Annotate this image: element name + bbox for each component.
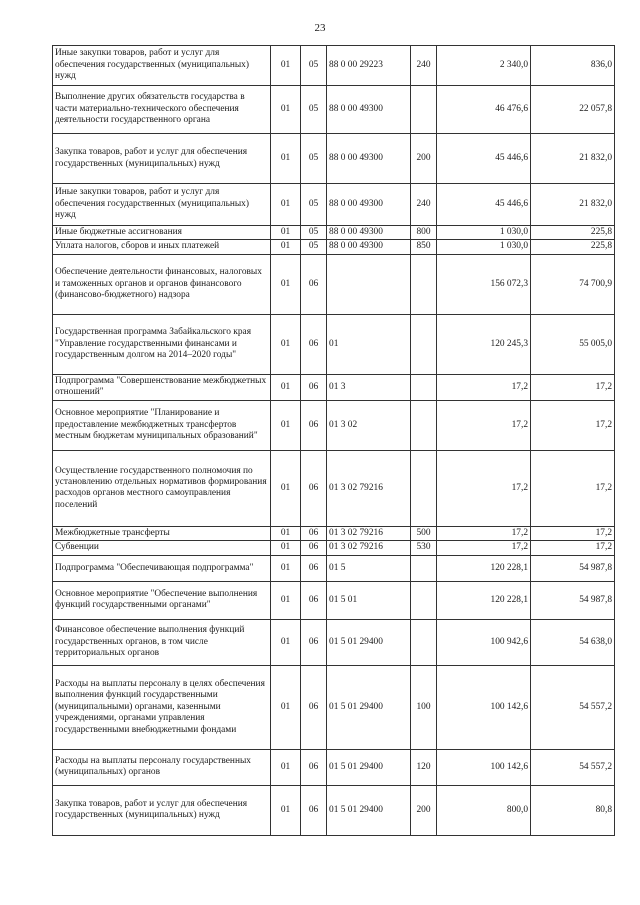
row-amount-actual-cell: 17,2: [531, 526, 615, 540]
row-section-cell: 01: [271, 314, 301, 374]
table-row: [53, 526, 615, 540]
row-amount-actual-cell: 54 987,8: [531, 555, 615, 581]
row-target-article-cell: 88 0 00 49300: [327, 226, 411, 240]
row-target-article-cell: 01 3 02 79216: [327, 526, 411, 540]
row-subsection-cell: 06: [301, 665, 327, 749]
table-row: [53, 86, 615, 134]
row-amount-actual-cell: 225,8: [531, 226, 615, 240]
row-amount-actual-cell: 54 557,2: [531, 665, 615, 749]
row-name-cell: Основное мероприятие "Планирование и предоставление межбюджетных трансфертов местным бюджетам муниципальных образований": [53, 400, 271, 450]
row-amount-plan-cell: 100 942,6: [437, 619, 531, 665]
row-expense-type-cell: [411, 400, 437, 450]
row-target-article-cell: 01 5 01 29400: [327, 785, 411, 835]
row-name-cell: Уплата налогов, сборов и иных платежей: [53, 240, 271, 254]
row-amount-actual-cell: 17,2: [531, 541, 615, 555]
row-expense-type-cell: [411, 86, 437, 134]
row-target-article-cell: 01 3: [327, 374, 411, 400]
row-target-article-cell: 01 5 01 29400: [327, 749, 411, 785]
row-expense-type-cell: [411, 619, 437, 665]
row-expense-type-cell: 240: [411, 184, 437, 226]
row-expense-type-cell: [411, 581, 437, 619]
table-row: [53, 450, 615, 526]
row-section-cell: 01: [271, 785, 301, 835]
row-expense-type-cell: [411, 555, 437, 581]
row-amount-plan-cell: 1 030,0: [437, 226, 531, 240]
row-target-article-cell: 01 5: [327, 555, 411, 581]
row-section-cell: 01: [271, 240, 301, 254]
row-amount-plan-cell: 1 030,0: [437, 240, 531, 254]
row-expense-type-cell: 240: [411, 46, 437, 86]
row-section-cell: 01: [271, 665, 301, 749]
row-target-article-cell: 88 0 00 49300: [327, 184, 411, 226]
row-amount-plan-cell: 46 476,6: [437, 86, 531, 134]
table-row: [53, 226, 615, 240]
row-subsection-cell: 06: [301, 450, 327, 526]
row-target-article-cell: [327, 254, 411, 314]
row-amount-plan-cell: 156 072,3: [437, 254, 531, 314]
page-number: 23: [314, 22, 326, 34]
row-amount-plan-cell: 17,2: [437, 450, 531, 526]
row-name-cell: Закупка товаров, работ и услуг для обеспечения государственных (муниципальных) нужд: [53, 785, 271, 835]
table-row: [53, 46, 615, 86]
row-section-cell: 01: [271, 541, 301, 555]
row-subsection-cell: 06: [301, 374, 327, 400]
row-amount-plan-cell: 45 446,6: [437, 134, 531, 184]
row-amount-actual-cell: 54 987,8: [531, 581, 615, 619]
row-target-article-cell: 88 0 00 29223: [327, 46, 411, 86]
row-subsection-cell: 06: [301, 254, 327, 314]
row-subsection-cell: 06: [301, 541, 327, 555]
row-amount-actual-cell: 17,2: [531, 400, 615, 450]
row-section-cell: 01: [271, 555, 301, 581]
row-amount-actual-cell: 17,2: [531, 450, 615, 526]
row-expense-type-cell: 200: [411, 785, 437, 835]
table-row: [53, 541, 615, 555]
row-amount-actual-cell: 225,8: [531, 240, 615, 254]
row-section-cell: 01: [271, 400, 301, 450]
row-amount-actual-cell: 54 557,2: [531, 749, 615, 785]
row-expense-type-cell: 200: [411, 134, 437, 184]
row-amount-plan-cell: 100 142,6: [437, 749, 531, 785]
row-amount-actual-cell: 17,2: [531, 374, 615, 400]
row-section-cell: 01: [271, 184, 301, 226]
table-row: [53, 785, 615, 835]
row-name-cell: Иные бюджетные ассигнования: [53, 226, 271, 240]
row-amount-actual-cell: 54 638,0: [531, 619, 615, 665]
row-amount-plan-cell: 120 228,1: [437, 555, 531, 581]
row-name-cell: Субвенции: [53, 541, 271, 555]
row-amount-actual-cell: 21 832,0: [531, 134, 615, 184]
row-expense-type-cell: [411, 254, 437, 314]
row-amount-actual-cell: 55 005,0: [531, 314, 615, 374]
row-section-cell: 01: [271, 254, 301, 314]
row-amount-actual-cell: 80,8: [531, 785, 615, 835]
row-subsection-cell: 05: [301, 46, 327, 86]
table-row: [53, 314, 615, 374]
row-subsection-cell: 05: [301, 240, 327, 254]
row-subsection-cell: 06: [301, 749, 327, 785]
row-subsection-cell: 06: [301, 314, 327, 374]
row-subsection-cell: 06: [301, 785, 327, 835]
row-expense-type-cell: 100: [411, 665, 437, 749]
budget-table-body: [53, 46, 615, 836]
row-target-article-cell: 01 3 02: [327, 400, 411, 450]
row-amount-plan-cell: 120 228,1: [437, 581, 531, 619]
row-subsection-cell: 05: [301, 226, 327, 240]
row-section-cell: 01: [271, 134, 301, 184]
table-row: [53, 134, 615, 184]
row-section-cell: 01: [271, 46, 301, 86]
row-name-cell: Подпрограмма "Совершенствование межбюджетных отношений": [53, 374, 271, 400]
row-expense-type-cell: [411, 314, 437, 374]
row-amount-plan-cell: 17,2: [437, 526, 531, 540]
row-subsection-cell: 06: [301, 581, 327, 619]
row-name-cell: Обеспечение деятельности финансовых, налоговых и таможенных органов и органов финансового (финансово-бюджетного) надзора: [53, 254, 271, 314]
row-target-article-cell: 01 3 02 79216: [327, 450, 411, 526]
row-section-cell: 01: [271, 226, 301, 240]
row-subsection-cell: 06: [301, 619, 327, 665]
row-name-cell: Закупка товаров, работ и услуг для обеспечения государственных (муниципальных) нужд: [53, 134, 271, 184]
row-target-article-cell: 01: [327, 314, 411, 374]
row-name-cell: Расходы на выплаты персоналу в целях обеспечения выполнения функций государственными (муниципальными) органами, казенными учреждениями, органами управления государственными внебюджетными фондами: [53, 665, 271, 749]
row-target-article-cell: 01 5 01: [327, 581, 411, 619]
row-amount-plan-cell: 17,2: [437, 374, 531, 400]
row-section-cell: 01: [271, 581, 301, 619]
table-row: [53, 555, 615, 581]
row-section-cell: 01: [271, 619, 301, 665]
table-row: [53, 240, 615, 254]
row-amount-plan-cell: 45 446,6: [437, 184, 531, 226]
row-section-cell: 01: [271, 374, 301, 400]
row-target-article-cell: 88 0 00 49300: [327, 240, 411, 254]
row-expense-type-cell: 500: [411, 526, 437, 540]
row-target-article-cell: 01 3 02 79216: [327, 541, 411, 555]
table-row: [53, 374, 615, 400]
row-expense-type-cell: 800: [411, 226, 437, 240]
row-amount-actual-cell: 836,0: [531, 46, 615, 86]
row-name-cell: Подпрограмма "Обеспечивающая подпрограмма": [53, 555, 271, 581]
row-subsection-cell: 05: [301, 134, 327, 184]
row-expense-type-cell: 850: [411, 240, 437, 254]
table-row: [53, 665, 615, 749]
row-target-article-cell: 88 0 00 49300: [327, 134, 411, 184]
row-section-cell: 01: [271, 86, 301, 134]
row-name-cell: Финансовое обеспечение выполнения функций государственных органов, в том числе территориальных органов: [53, 619, 271, 665]
row-section-cell: 01: [271, 526, 301, 540]
row-subsection-cell: 05: [301, 86, 327, 134]
row-subsection-cell: 06: [301, 555, 327, 581]
row-name-cell: Государственная программа Забайкальского края "Управление государственными финансами и государственным долгом на 2014–2020 годы": [53, 314, 271, 374]
row-expense-type-cell: 120: [411, 749, 437, 785]
row-name-cell: Межбюджетные трансферты: [53, 526, 271, 540]
row-expense-type-cell: 530: [411, 541, 437, 555]
budget-table: [52, 45, 615, 836]
row-amount-plan-cell: 100 142,6: [437, 665, 531, 749]
row-subsection-cell: 05: [301, 184, 327, 226]
row-amount-plan-cell: 800,0: [437, 785, 531, 835]
row-amount-plan-cell: 17,2: [437, 541, 531, 555]
row-subsection-cell: 06: [301, 526, 327, 540]
row-name-cell: Основное мероприятие "Обеспечение выполнения функций государственными органами": [53, 581, 271, 619]
row-name-cell: Иные закупки товаров, работ и услуг для обеспечения государственных (муниципальных) нужд: [53, 184, 271, 226]
row-expense-type-cell: [411, 374, 437, 400]
table-row: [53, 619, 615, 665]
table-row: [53, 581, 615, 619]
row-section-cell: 01: [271, 749, 301, 785]
row-amount-plan-cell: 2 340,0: [437, 46, 531, 86]
table-row: [53, 254, 615, 314]
row-target-article-cell: 88 0 00 49300: [327, 86, 411, 134]
row-target-article-cell: 01 5 01 29400: [327, 619, 411, 665]
row-name-cell: Расходы на выплаты персоналу государственных (муниципальных) органов: [53, 749, 271, 785]
table-row: [53, 400, 615, 450]
row-amount-plan-cell: 120 245,3: [437, 314, 531, 374]
row-name-cell: Осуществление государственного полномочия по установлению отдельных нормативов формирования расходов органов местного самоуправления поселений: [53, 450, 271, 526]
row-name-cell: Выполнение других обязательств государства в части материально-технического обеспечения деятельности государственного органа: [53, 86, 271, 134]
row-amount-actual-cell: 22 057,8: [531, 86, 615, 134]
row-expense-type-cell: [411, 450, 437, 526]
row-section-cell: 01: [271, 450, 301, 526]
row-amount-plan-cell: 17,2: [437, 400, 531, 450]
row-subsection-cell: 06: [301, 400, 327, 450]
row-amount-actual-cell: 21 832,0: [531, 184, 615, 226]
row-name-cell: Иные закупки товаров, работ и услуг для обеспечения государственных (муниципальных) нужд: [53, 46, 271, 86]
row-target-article-cell: 01 5 01 29400: [327, 665, 411, 749]
table-row: [53, 184, 615, 226]
table-row: [53, 749, 615, 785]
row-amount-actual-cell: 74 700,9: [531, 254, 615, 314]
